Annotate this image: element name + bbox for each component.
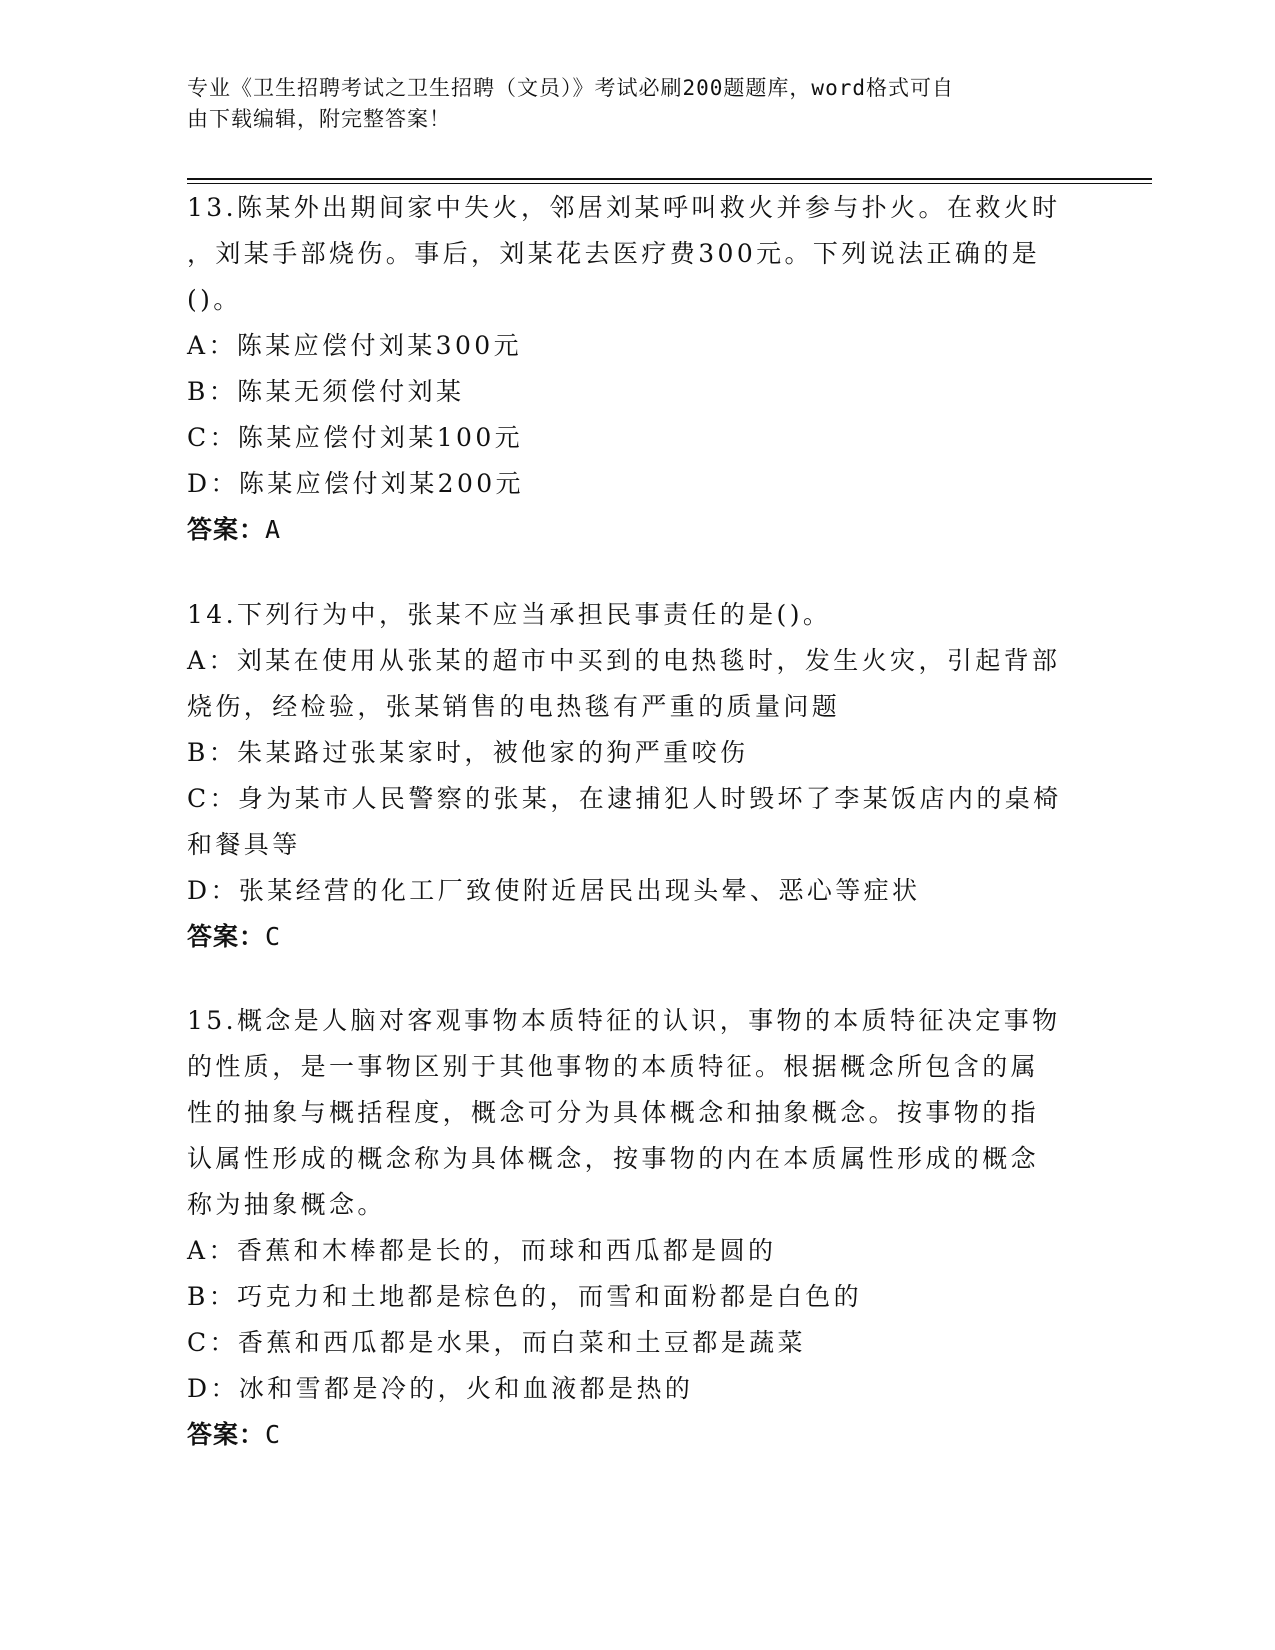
question-13 xyxy=(187,185,1087,553)
option-c: C：陈某应偿付刘某100元 xyxy=(187,423,524,452)
answer-label: 答案： xyxy=(187,1420,266,1449)
question-stem-line: 认属性形成的概念称为具体概念，按事物的内在本质属性形成的概念 xyxy=(187,1144,1040,1173)
option-b: B：陈某无须偿付刘某 xyxy=(187,377,465,406)
answer-line xyxy=(187,507,1087,553)
question-stem-line: 性的抽象与概括程度，概念可分为具体概念和抽象概念。按事物的指 xyxy=(187,1098,1040,1127)
question-stem-line: ()。 xyxy=(187,285,242,314)
question-stem-line: 15.概念是人脑对客观事物本质特征的认识，事物的本质特征决定事物 xyxy=(187,1006,1061,1035)
option-d: D：陈某应偿付刘某200元 xyxy=(187,469,524,498)
option-a: A：陈某应偿付刘某300元 xyxy=(187,331,522,360)
answer-line xyxy=(187,914,1087,960)
option-a: A：刘某在使用从张某的超市中买到的电热毯时，发生火灾，引起背部 xyxy=(187,646,1061,675)
answer-value: C xyxy=(265,1420,281,1449)
option-c-continued: 和餐具等 xyxy=(187,830,301,859)
option-d: D：冰和雪都是冷的，火和血液都是热的 xyxy=(187,1374,694,1403)
question-15 xyxy=(187,998,1087,1458)
question-stem-line: 称为抽象概念。 xyxy=(187,1190,386,1219)
option-a: A：香蕉和木棒都是长的，而球和西瓜都是圆的 xyxy=(187,1236,777,1265)
header-divider-thick xyxy=(187,178,1152,180)
header-line: 由下载编辑，附完整答案！ xyxy=(187,107,451,131)
question-stem-line: 的性质，是一事物区别于其他事物的本质特征。根据概念所包含的属 xyxy=(187,1052,1040,1081)
option-a-continued: 烧伤，经检验，张某销售的电热毯有严重的质量问题 xyxy=(187,692,841,721)
question-stem-line: ，刘某手部烧伤。事后，刘某花去医疗费300元。下列说法正确的是 xyxy=(187,239,1041,268)
question-stem-line: 14.下列行为中，张某不应当承担民事责任的是()。 xyxy=(187,600,832,629)
option-c: C：香蕉和西瓜都是水果，而白菜和土豆都是蔬菜 xyxy=(187,1328,806,1357)
option-d: D：张某经营的化工厂致使附近居民出现头晕、恶心等症状 xyxy=(187,876,921,905)
answer-value: A xyxy=(265,515,281,544)
answer-line xyxy=(187,1412,1087,1458)
header-divider-thin xyxy=(187,183,1152,184)
question-stem-line: 13.陈某外出期间家中失火，邻居刘某呼叫救火并参与扑火。在救火时 xyxy=(187,193,1061,222)
answer-label: 答案： xyxy=(187,922,266,951)
answer-label: 答案： xyxy=(187,515,266,544)
option-b: B：巧克力和土地都是棕色的，而雪和面粉都是白色的 xyxy=(187,1282,862,1311)
answer-value: C xyxy=(265,922,281,951)
question-14 xyxy=(187,592,1087,960)
option-c: C：身为某市人民警察的张某，在逮捕犯人时毁坏了李某饭店内的桌椅 xyxy=(187,784,1062,813)
document-header xyxy=(187,73,1067,135)
option-b: B：朱某路过张某家时，被他家的狗严重咬伤 xyxy=(187,738,749,767)
header-line: 专业《卫生招聘考试之卫生招聘（文员）》考试必刷200题题库，word格式可自 xyxy=(187,76,954,100)
